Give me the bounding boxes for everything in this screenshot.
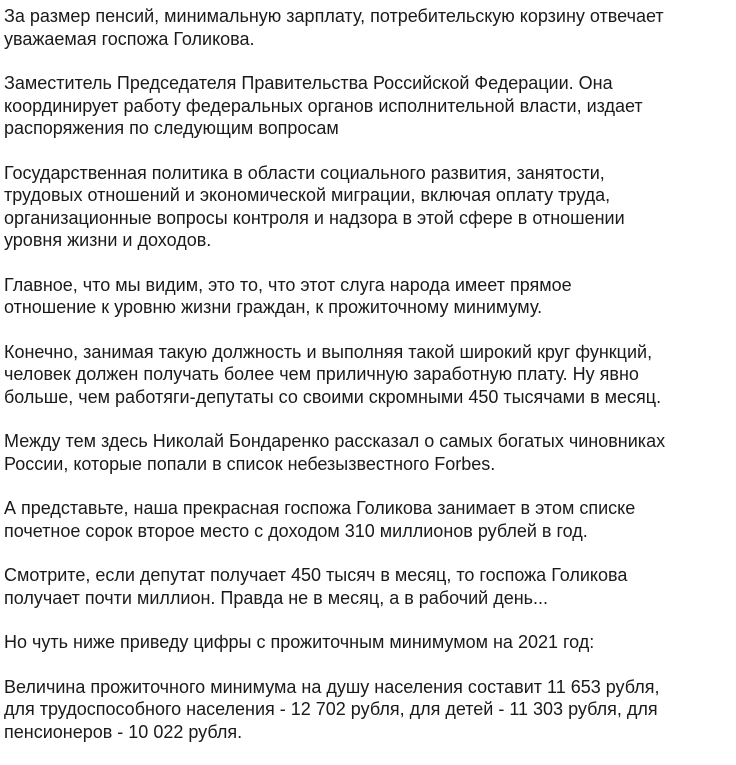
paragraph-subsistence-figures: Величина прожиточного минимума на душу населения составит 11 653 рубля, для трудоспособного населения - 12 702 рубля, для детей - 11 303 рубля, для пенсионеров - 10 022 рубля. bbox=[4, 676, 660, 742]
paragraph-state-policy: Государственная политика в области социального развития, занятости, трудовых отношений и экономической миграции, включая оплату труда, организационные вопросы контроля и надзора в этой сфере в отношении уровня жизни и доходов. bbox=[4, 162, 625, 250]
paragraph-forbes-rank: А представьте, наша прекрасная госпожа Голикова занимает в этом списке почетное сорок второе место с доходом 310 миллионов рублей в год. bbox=[4, 498, 636, 541]
paragraph-comparison: Смотрите, если депутат получает 450 тысяч в месяц, то госпожа Голикова получает почти миллион. Правда не в месяц, а в рабочий день... bbox=[4, 565, 628, 608]
article-body bbox=[4, 5, 736, 765]
paragraph-bondarenko-forbes: Между тем здесь Николай Бондаренко рассказал о самых богатых чиновниках России, которые попали в список небезызвестного Forbes. bbox=[4, 431, 666, 474]
paragraph-deputy-chairman: Заместитель Председателя Правительства Российской Федерации. Она координирует работу федеральных органов исполнительной власти, издает распоряжения по следующим вопросам bbox=[4, 73, 643, 138]
paragraph-servant-of-people: Главное, что мы видим, это то, что этот слуга народа имеет прямое отношение к уровню жизни граждан, к прожиточному минимуму. bbox=[4, 274, 572, 317]
paragraph-subsistence-intro: Но чуть ниже приведу цифры с прожиточным минимумом на 2021 год: bbox=[4, 632, 595, 652]
paragraph-golikova-responsibility: За размер пенсий, минимальную зарплату, потребительскую корзину отвечает уважаемая госпожа Голикова. bbox=[4, 6, 664, 49]
paragraph-salary: Конечно, занимая такую должность и выполняя такой широкий круг функций, человек должен получать более чем приличную заработную плату. Ну явно больше, чем работяги-депутаты со своими скромными 450 тысячами в месяц. bbox=[4, 341, 662, 407]
